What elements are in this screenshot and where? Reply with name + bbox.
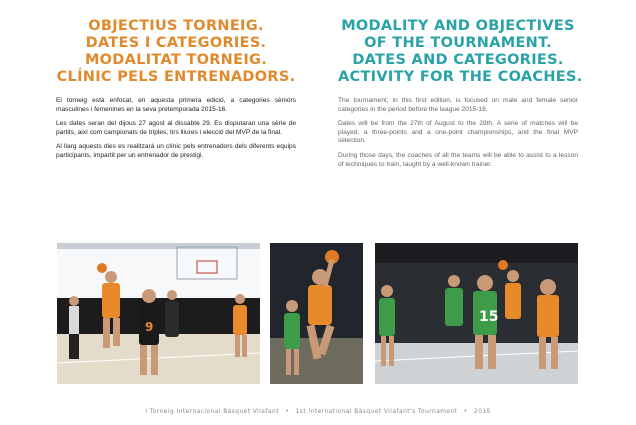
photo-jump-shot-illustration [270,243,363,384]
english-paragraph: Dates will be from the 27th of August to the 29th. A serie of matches will be played, a three-points and a one-point championships, and the final MVP selection. [338,120,578,145]
catalan-heading-line: CLÍNIC PELS ENTRENADORS. [56,69,296,85]
english-paragraph: During those days, the coaches of all the teams will be able to assist to a lesson of techniques to train, taught by a well-known trainer. [338,151,578,168]
jersey-number: 15 [479,309,499,325]
footer [0,409,636,415]
english-column [338,18,583,175]
footer-english-title: 1st International Bàsquet Vilafant's Tournament [295,409,458,415]
english-heading-line: DATES AND CATEGORIES. [352,52,564,68]
english-heading-line: MODALITY AND OBJECTIVES [341,18,575,34]
photo-rebound-illustration [57,243,260,384]
english-paragraph: The tournament, in this first edition, is focused on male and female senior categories in the period before the league 2015-16. [338,97,578,113]
photo-green-team-illustration [375,243,578,384]
photo-rebound-action [57,243,260,384]
footer-separator: • [463,409,468,415]
footer-catalan-title: I Torneig Internacional Bàsquet Vilafant [145,409,279,415]
english-heading-line: OF THE TOURNAMENT. [364,35,552,51]
footer-separator: • [285,409,290,415]
catalan-paragraph: El torneig està enfocat, en aquesta primera edició, a categories sèniors masculines i femenines en la seva pretemporada 2015-16. [56,97,296,113]
catalan-heading-line: MODALITAT TORNEIG. [84,52,268,68]
photo-jump-shot [270,243,363,384]
catalan-heading-line: OBJECTIUS TORNEIG. [88,18,264,34]
catalan-paragraph: Al llarg aquests dies es realitzarà un clínic pels entrenadors dels diferents equips participants, impartit per un entrenador de prestigi. [56,143,296,159]
english-heading-line: ACTIVITY FOR THE COACHES. [338,69,583,85]
catalan-column [56,18,296,167]
catalan-heading [56,18,296,86]
catalan-heading-line: DATES I CATEGORIES. [85,35,267,51]
photo-green-team [375,243,578,384]
catalan-paragraph: Les dates seran del dijous 27 agost al dissabte 29. Es disputaran una sèrie de partits, així com campionats de triples, tirs lliures i elecció del MVP de la final. [56,120,296,136]
english-heading [338,18,583,86]
footer-year: 2015 [474,409,491,415]
jersey-number: 9 [145,320,154,334]
